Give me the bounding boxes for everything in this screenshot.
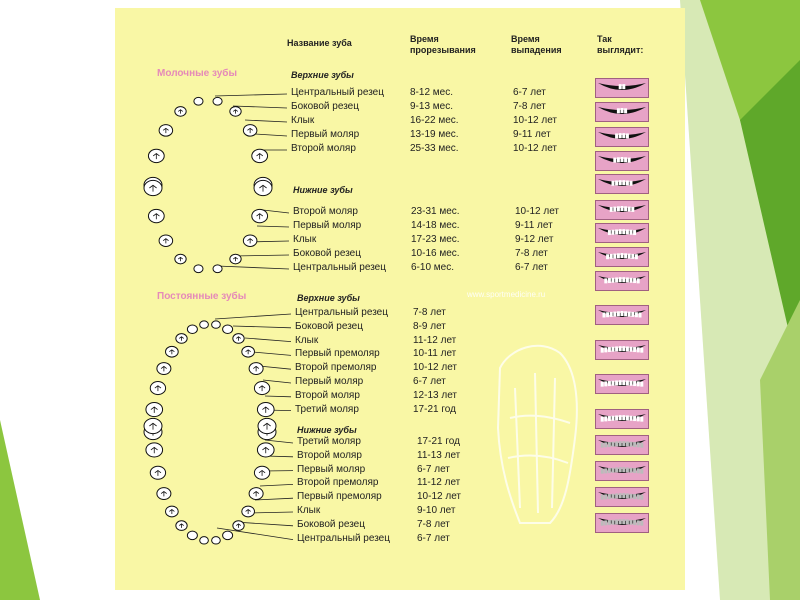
header-loss-time: Время выпадения [511, 34, 562, 55]
tooth-name: Третий моляр [297, 436, 361, 447]
tooth-outline [146, 402, 163, 416]
loss-time: 10-12 лет [515, 206, 559, 217]
eruption-time: 8-9 лет [413, 320, 446, 332]
tooth-outline [213, 97, 222, 105]
eruption-time: 6-7 лет [413, 376, 446, 387]
smile-thumbnail [595, 340, 649, 360]
loss-time: 9-11 лет [515, 220, 553, 231]
teeth-chart-sheet [115, 8, 685, 590]
tooth-outline [175, 254, 186, 264]
eruption-time: 7-8 лет [417, 518, 450, 530]
tooth-outline [144, 180, 162, 195]
header-eruption-time: Время прорезывания [410, 34, 476, 55]
smile-thumbnail [595, 151, 649, 171]
permanent-teeth-title: Постоянные зубы [157, 291, 247, 302]
tooth-outline [200, 537, 209, 544]
tooth-outline [223, 531, 233, 540]
eruption-time: 6-7 лет [417, 463, 450, 475]
smile-thumbnail [595, 78, 649, 98]
smile-thumbnail [595, 409, 649, 429]
tooth-name: Боковой резец [297, 518, 365, 530]
smile-thumbnail [595, 461, 649, 481]
eruption-time: 14-18 мес. [411, 220, 460, 231]
permanent-upper-jaw-diagram [143, 314, 278, 434]
tooth-name: Первый премоляр [295, 348, 380, 360]
tooth-name: Первый моляр [297, 463, 366, 475]
loss-time: 6-7 лет [513, 87, 546, 98]
eruption-time: 9-13 мес. [410, 101, 454, 112]
tooth-name: Второй моляр [293, 206, 358, 217]
tooth-name: Второй премоляр [297, 477, 379, 489]
primary-lower-jaw-diagram [143, 188, 273, 278]
tooth-name: Боковой резец [291, 101, 359, 112]
tooth-outline [254, 382, 269, 395]
tooth-outline [148, 209, 164, 222]
eruption-time: 6-10 мес. [411, 262, 455, 273]
smile-thumbnail [595, 223, 649, 243]
tooth-outline [254, 180, 272, 195]
tooth-outline [252, 209, 268, 222]
tooth-name: Второй моляр [297, 449, 362, 461]
tooth-name: Центральный резец [291, 87, 384, 98]
tooth-outline [187, 325, 197, 334]
tooth-outline [212, 537, 221, 544]
loss-time: 6-7 лет [515, 262, 548, 273]
tooth-name: Второй премоляр [295, 362, 377, 374]
loss-time: 10-12 лет [513, 143, 557, 154]
tooth-outline [257, 443, 274, 457]
tooth-outline [212, 321, 221, 328]
eruption-time: 17-23 мес. [411, 234, 460, 245]
eruption-time: 9-10 лет [417, 505, 456, 516]
tooth-outline [187, 531, 197, 540]
tooth-outline [249, 488, 263, 500]
loss-time: 9-11 лет [513, 129, 551, 140]
tooth-outline [242, 346, 255, 357]
eruption-time: 11-13 лет [417, 449, 461, 461]
tooth-outline [194, 265, 203, 273]
tooth-name: Первый моляр [295, 376, 364, 387]
tooth-outline [176, 521, 187, 531]
loss-time: 7-8 лет [515, 248, 548, 259]
tooth-name: Клык [291, 115, 315, 126]
tooth-outline [148, 149, 164, 162]
eruption-time: 12-13 лет [413, 389, 457, 401]
tooth-outline [176, 334, 187, 344]
eruption-time: 17-21 год [413, 403, 456, 415]
smile-thumbnail [595, 271, 649, 291]
tooth-outline [194, 97, 203, 105]
smile-thumbnail [595, 305, 649, 325]
tooth-name: Первый моляр [291, 129, 360, 140]
permanent-lower-title: Нижние зубы [297, 425, 357, 435]
left-green-corner [0, 420, 40, 600]
tooth-outline [144, 418, 162, 433]
eruption-time: 23-31 мес. [411, 206, 460, 217]
tooth-name: Второй моляр [295, 389, 360, 401]
eruption-time: 10-12 лет [417, 491, 461, 503]
primary-upper-jaw-diagram [143, 90, 273, 185]
eruption-time: 17-21 год [417, 436, 460, 447]
tooth-outline [213, 265, 222, 273]
eruption-time: 16-22 мес. [410, 115, 459, 126]
tooth-outline [175, 107, 186, 117]
tooth-outline [166, 346, 179, 357]
tooth-outline [257, 402, 274, 416]
tooth-name: Клык [293, 234, 317, 245]
tooth-outline [233, 521, 244, 531]
tooth-outline [230, 254, 241, 264]
tooth-name: Клык [297, 505, 321, 516]
loss-time: 9-12 лет [515, 234, 554, 245]
tooth-outline [243, 235, 257, 247]
smile-thumbnail [595, 374, 649, 394]
permanent-upper-title: Верхние зубы [297, 293, 360, 303]
eruption-time: 6-7 лет [417, 532, 450, 544]
eruption-time: 25-33 мес. [410, 143, 459, 154]
tooth-outline [223, 325, 233, 334]
tooth-name: Первый моляр [293, 220, 362, 231]
eruption-time: 11-12 лет [417, 477, 461, 489]
smile-thumbnail [595, 102, 649, 122]
smile-thumbnail [595, 435, 649, 455]
tooth-outline [150, 466, 165, 479]
primary-lower-title: Нижние зубы [293, 185, 353, 195]
tooth-outline [243, 125, 257, 137]
smile-thumbnail [595, 487, 649, 507]
tooth-outline [252, 149, 268, 162]
tooth-outline [150, 382, 165, 395]
smile-thumbnail [595, 247, 649, 267]
header-looks-like: Так выглядит: [597, 34, 644, 55]
smile-thumbnail [595, 174, 649, 194]
tooth-name: Боковой резец [293, 248, 361, 259]
tooth-name: Центральный резец [295, 307, 388, 318]
permanent-lower-jaw-diagram [143, 426, 278, 551]
tooth-outline [146, 443, 163, 457]
eruption-time: 13-19 мес. [410, 129, 459, 140]
tooth-name: Центральный резец [293, 262, 386, 273]
eruption-time: 11-12 лет [413, 334, 457, 346]
watermark: www.sportmedicine.ru [467, 290, 546, 299]
tooth-outline [157, 488, 171, 500]
eruption-time: 10-16 мес. [411, 248, 460, 259]
tooth-name: Боковой резец [295, 320, 363, 332]
primary-teeth-title: Молочные зубы [157, 68, 237, 79]
eruption-time: 10-12 лет [413, 362, 457, 374]
header-tooth-name: Название зуба [287, 38, 352, 48]
eruption-time: 10-11 лет [413, 348, 457, 360]
smile-thumbnail [595, 200, 649, 220]
tooth-outline [159, 125, 173, 137]
loss-time: 10-12 лет [513, 115, 557, 126]
tooth-name: Центральный резец [297, 532, 390, 544]
loss-time: 7-8 лет [513, 101, 546, 112]
tooth-name: Третий моляр [295, 403, 359, 415]
tooth-outline [230, 107, 241, 117]
tooth-name: Клык [295, 334, 319, 346]
eruption-time: 8-12 мес. [410, 87, 454, 98]
tooth-outline [159, 235, 173, 247]
tooth-name: Первый премоляр [297, 491, 382, 503]
tooth-outline [157, 363, 171, 375]
smile-thumbnail [595, 513, 649, 533]
tooth-outline [249, 363, 263, 375]
eruption-time: 7-8 лет [413, 307, 446, 318]
smile-thumbnail [595, 127, 649, 147]
tooth-outline [166, 506, 179, 517]
tooth-name: Второй моляр [291, 143, 356, 154]
tooth-outline [258, 418, 276, 433]
tooth-outline [233, 334, 244, 344]
primary-upper-title: Верхние зубы [291, 70, 354, 80]
tooth-outline [254, 466, 269, 479]
tooth-outline [242, 506, 255, 517]
tooth-outline [200, 321, 209, 328]
